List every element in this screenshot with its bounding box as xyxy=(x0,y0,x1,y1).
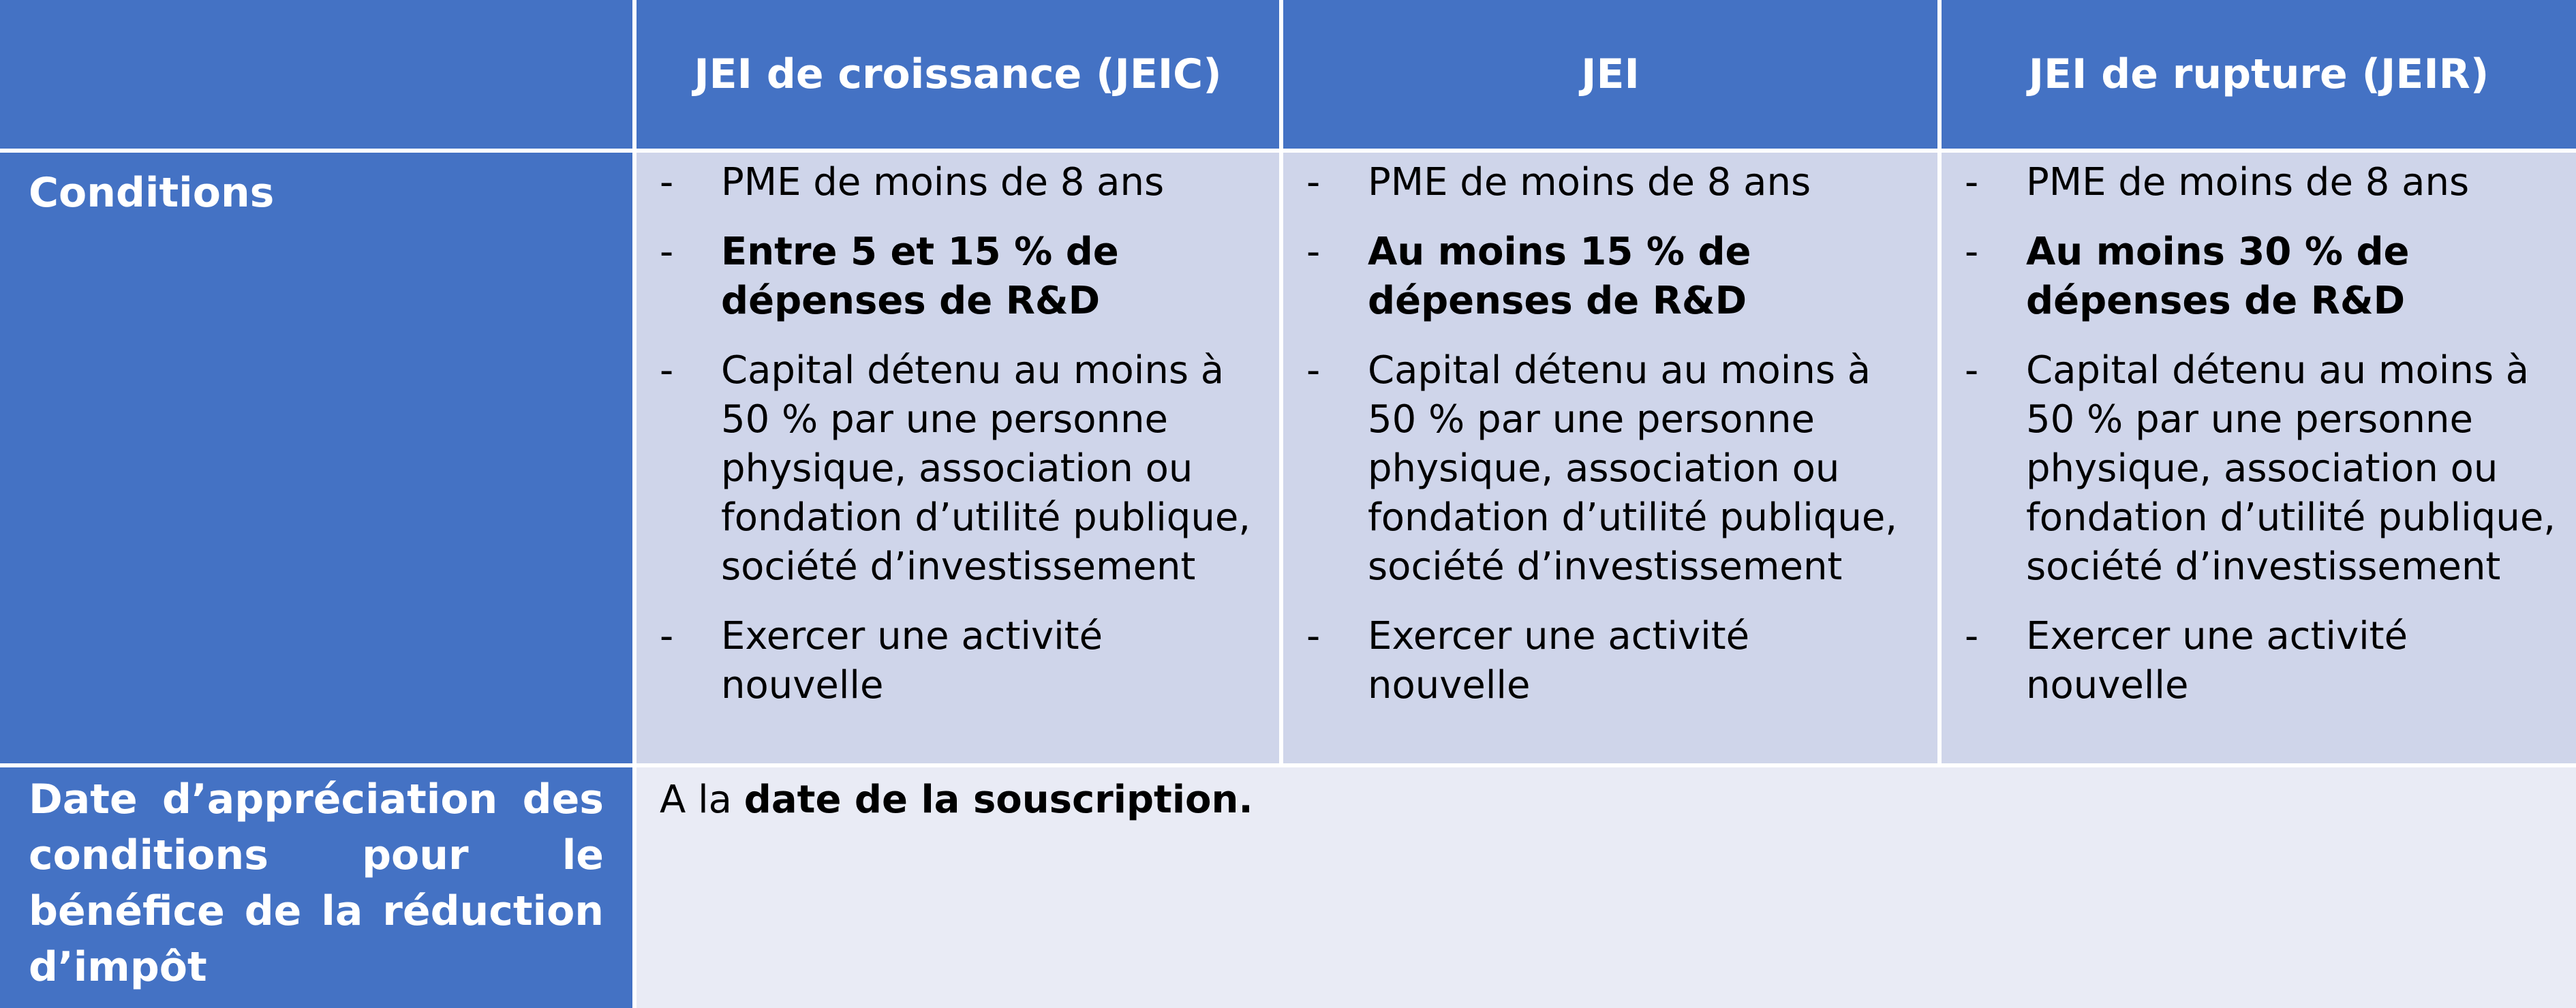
header-jeir xyxy=(1942,0,2576,149)
list-item-text: Exercer une activité nouvelle xyxy=(721,614,1103,707)
list-item-text: Capital détenu au moins à 50 % par une personne physique, association ou fondation d’utilité publique, société d’investissement xyxy=(721,348,1251,589)
list-item-text: PME de moins de 8 ans xyxy=(2026,160,2470,204)
header-jeic xyxy=(637,0,1279,149)
list-item xyxy=(1306,346,1924,592)
list-item xyxy=(660,228,1266,326)
bullet-dash: - xyxy=(1965,348,1979,393)
header-blank-cell xyxy=(0,0,632,149)
date-row-emphasis: date de la souscription. xyxy=(743,778,1253,822)
bullet-dash: - xyxy=(660,230,674,274)
conditions-jeic-list xyxy=(660,158,1266,710)
bullet-dash: - xyxy=(660,160,674,204)
bullet-dash: - xyxy=(1306,614,1321,658)
list-item xyxy=(660,346,1266,592)
header-jei xyxy=(1283,0,1937,149)
list-item xyxy=(660,612,1266,710)
list-item xyxy=(1965,612,2562,710)
bullet-dash: - xyxy=(1306,348,1321,393)
conditions-jei-list xyxy=(1306,158,1924,710)
date-row-header xyxy=(0,767,632,1008)
date-row-prefix: A la xyxy=(660,778,744,822)
list-item xyxy=(1965,158,2562,207)
conditions-jeir-cell xyxy=(1942,153,2576,763)
bullet-dash: - xyxy=(660,348,674,393)
list-item-text: Capital détenu au moins à 50 % par une personne physique, association ou fondation d’utilité publique, société d’investissement xyxy=(2026,348,2556,589)
list-item xyxy=(1306,612,1924,710)
list-item-text: PME de moins de 8 ans xyxy=(1368,160,1811,204)
bullet-dash: - xyxy=(1965,230,1979,274)
date-row-value-cell xyxy=(637,767,2576,1008)
list-item xyxy=(1965,228,2562,326)
list-item xyxy=(1306,228,1924,326)
header-jeic-label: JEI de croissance (JEIC) xyxy=(694,50,1222,98)
bullet-dash: - xyxy=(1965,160,1979,204)
list-item xyxy=(1965,346,2562,592)
list-item-text: Exercer une activité nouvelle xyxy=(1368,614,1750,707)
list-item xyxy=(1306,158,1924,207)
bullet-dash: - xyxy=(1306,230,1321,274)
conditions-jeir-list xyxy=(1965,158,2562,710)
list-item-text: PME de moins de 8 ans xyxy=(721,160,1165,204)
header-jeir-label: JEI de rupture (JEIR) xyxy=(2028,50,2489,98)
bullet-dash: - xyxy=(1306,160,1321,204)
bullet-dash: - xyxy=(660,614,674,658)
bullet-dash: - xyxy=(1965,614,1979,658)
list-item-text: Au moins 15 % de dépenses de R&D xyxy=(1368,230,1751,323)
header-jei-label: JEI xyxy=(1581,50,1640,98)
list-item-text: Au moins 30 % de dépenses de R&D xyxy=(2026,230,2410,323)
list-item-text: Capital détenu au moins à 50 % par une personne physique, association ou fondation d’utilité publique, société d’investissement xyxy=(1368,348,1898,589)
conditions-label: Conditions xyxy=(29,169,275,217)
conditions-row-header xyxy=(0,153,632,763)
conditions-jei-cell xyxy=(1283,153,1937,763)
date-row-label: Date d’appréciation des conditions pour le bénéfice de la réduction d’impôt xyxy=(29,776,604,991)
list-item-text: Entre 5 et 15 % de dépenses de R&D xyxy=(721,230,1119,323)
list-item xyxy=(660,158,1266,207)
conditions-jeic-cell xyxy=(637,153,1279,763)
list-item-text: Exercer une activité nouvelle xyxy=(2026,614,2408,707)
